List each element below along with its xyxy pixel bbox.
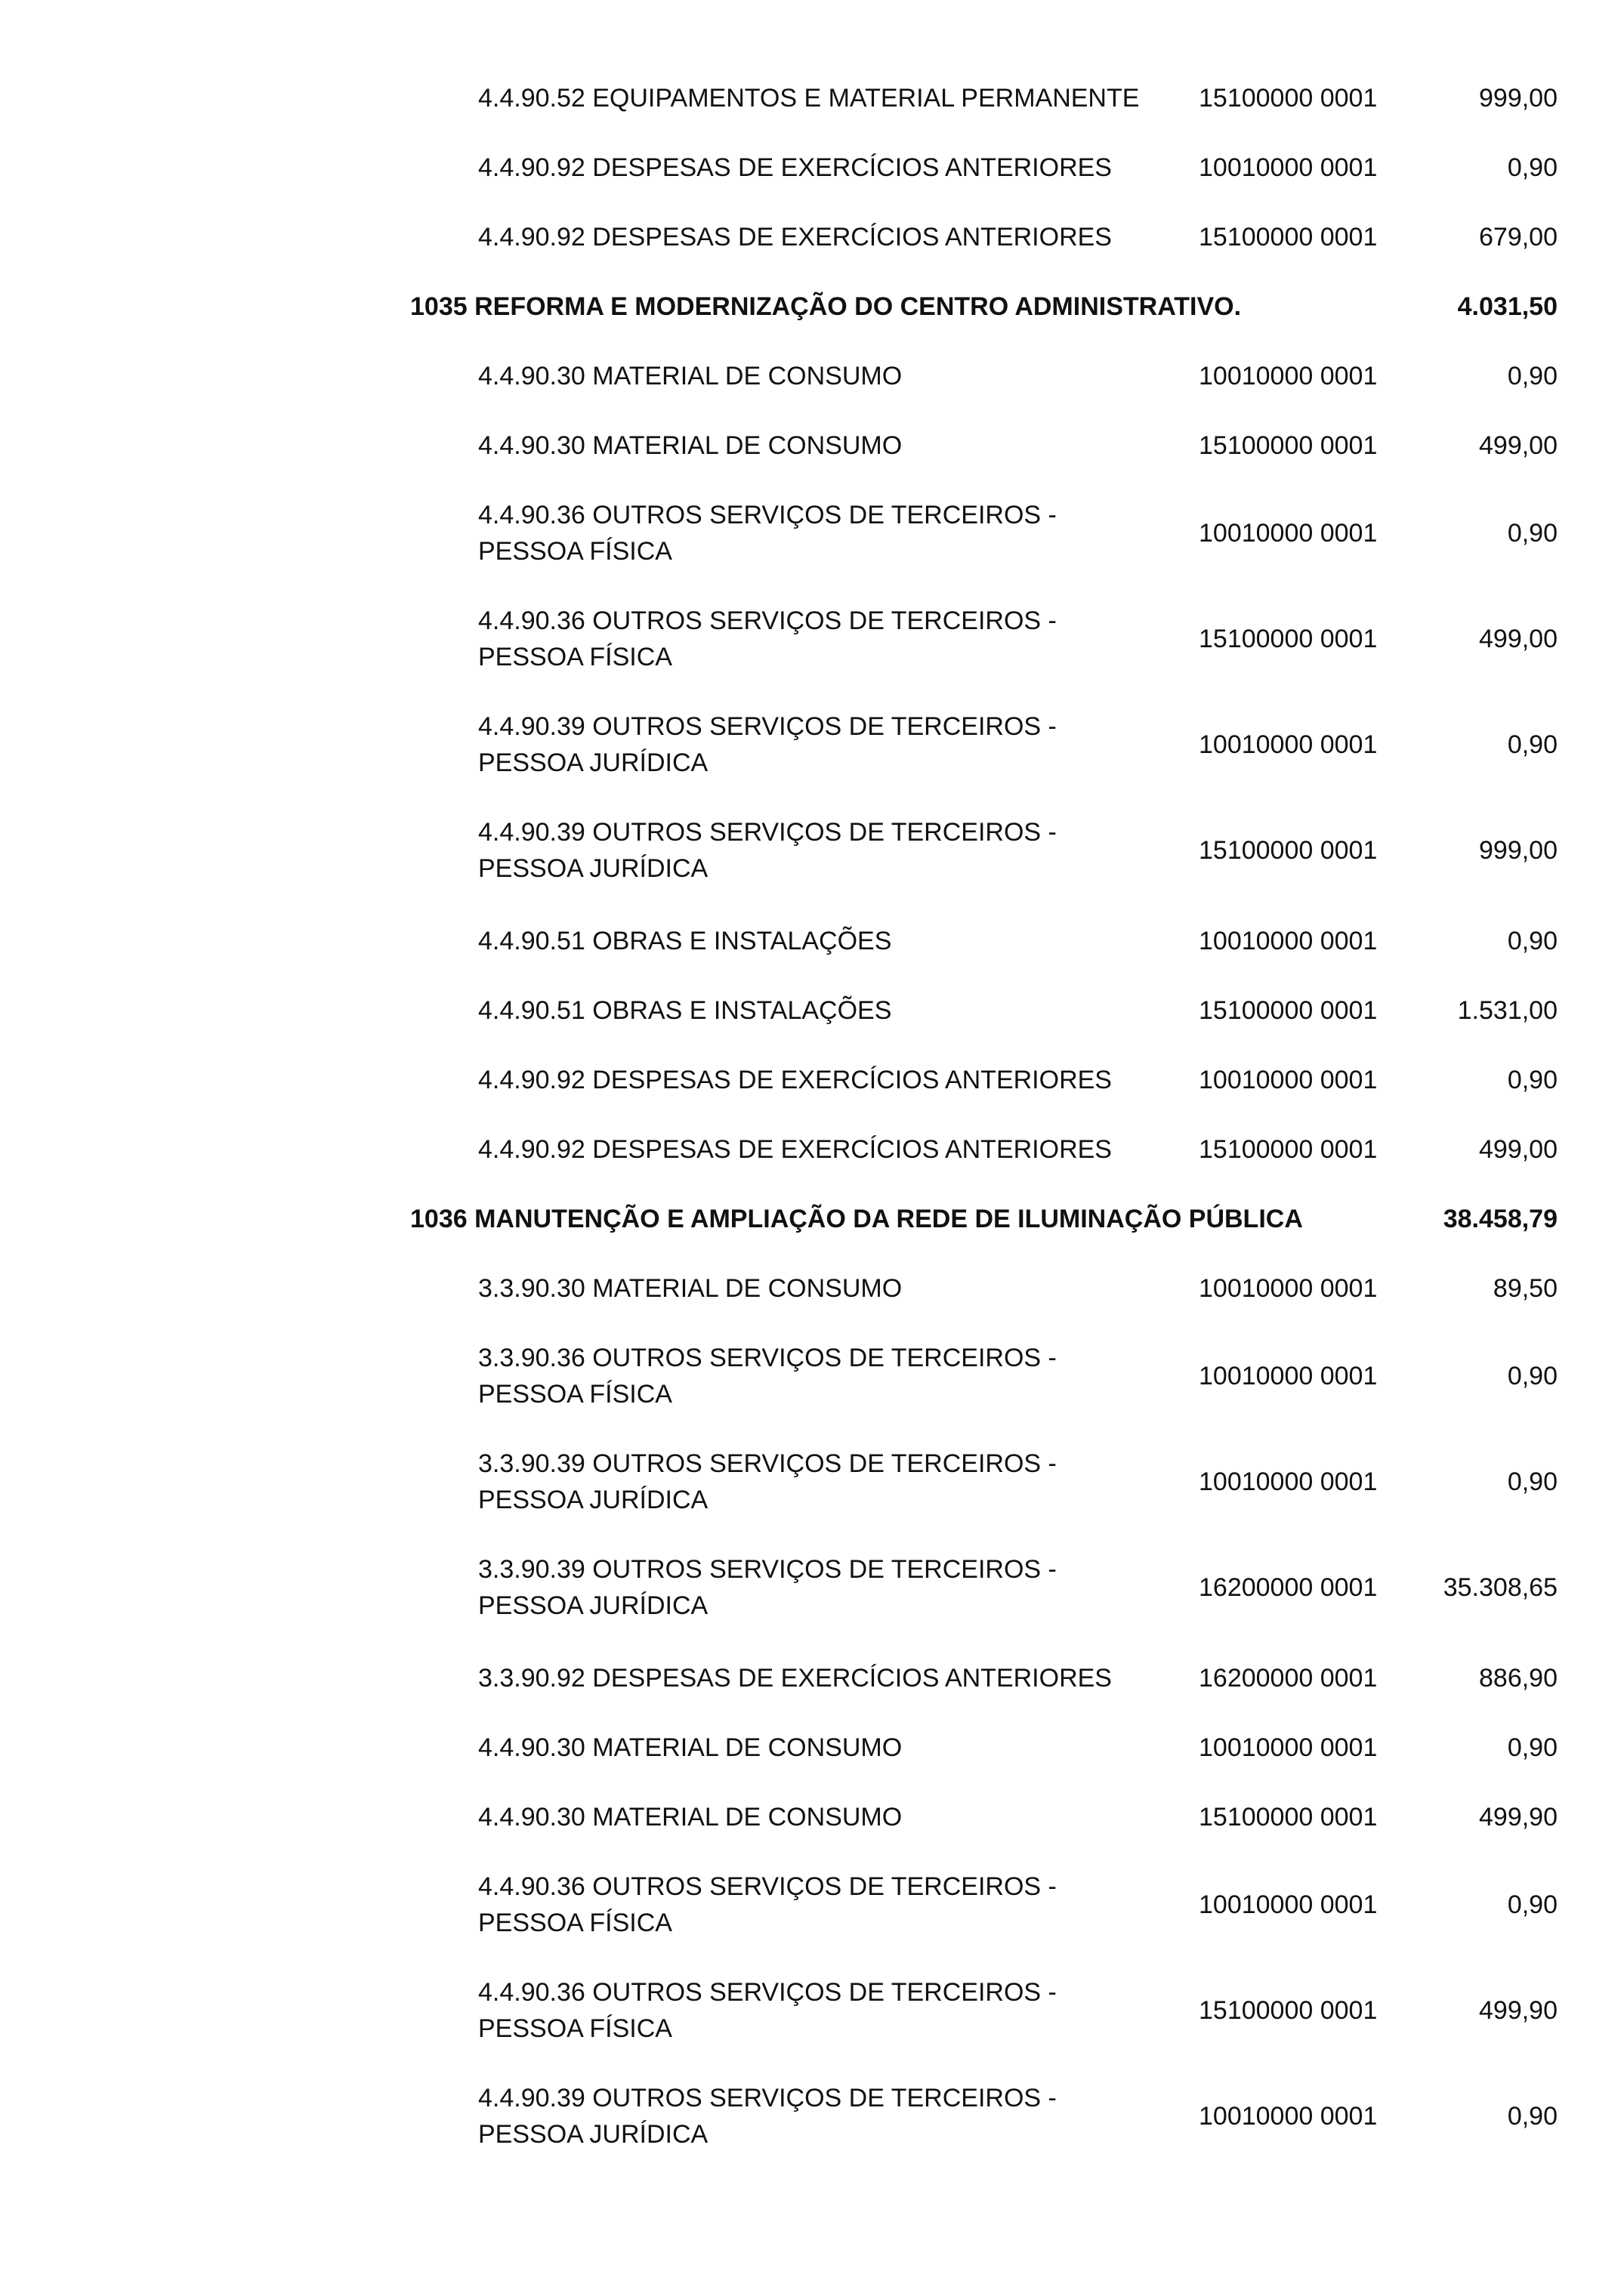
action-heading-row: [0, 289, 1624, 325]
row-description: 4.4.90.39 OUTROS SERVIÇOS DE TERCEIROS - PESSOA JURÍDICA: [478, 2084, 1057, 2149]
row-description: 3.3.90.39 OUTROS SERVIÇOS DE TERCEIROS - PESSOA JURÍDICA: [478, 1555, 1057, 1620]
row-valor: 999,00: [1479, 84, 1558, 113]
row-fonte: 10010000 0001: [1199, 1362, 1378, 1390]
row-fonte: 15100000 0001: [1199, 1803, 1378, 1832]
row-fonte: 10010000 0001: [1199, 1467, 1378, 1496]
row-valor: 499,00: [1479, 1135, 1558, 1164]
row-fonte: 15100000 0001: [1199, 996, 1378, 1025]
row-description: 4.4.90.30 MATERIAL DE CONSUMO: [478, 1803, 903, 1832]
row-fonte: 10010000 0001: [1199, 927, 1378, 955]
row-fonte: 15100000 0001: [1199, 223, 1378, 252]
row-valor: 886,90: [1479, 1664, 1558, 1693]
row-valor: 35.308,65: [1443, 1573, 1558, 1602]
row-description: 4.4.90.39 OUTROS SERVIÇOS DE TERCEIROS - PESSOA JURÍDICA: [478, 818, 1057, 883]
row-description: 4.4.90.36 OUTROS SERVIÇOS DE TERCEIROS - PESSOA FÍSICA: [478, 1978, 1057, 2043]
row-description: 4.4.90.92 DESPESAS DE EXERCÍCIOS ANTERIORES: [478, 153, 1112, 182]
row-description: 4.4.90.92 DESPESAS DE EXERCÍCIOS ANTERIORES: [478, 1066, 1112, 1094]
row-fonte: 10010000 0001: [1199, 519, 1378, 548]
row-valor: 679,00: [1479, 223, 1558, 252]
row-valor: 0,90: [1507, 730, 1558, 759]
row-valor: 999,00: [1479, 836, 1558, 865]
table-row: [0, 1131, 1624, 1168]
row-description: 3.3.90.39 OUTROS SERVIÇOS DE TERCEIROS - PESSOA JURÍDICA: [478, 1449, 1057, 1514]
row-description: 4.4.90.30 MATERIAL DE CONSUMO: [478, 362, 903, 390]
row-description: 4.4.90.30 MATERIAL DE CONSUMO: [478, 1733, 903, 1762]
row-description: 3.3.90.36 OUTROS SERVIÇOS DE TERCEIROS - PESSOA FÍSICA: [478, 1344, 1057, 1409]
action-total: 38.458,79: [1443, 1205, 1558, 1233]
row-fonte: 16200000 0001: [1199, 1664, 1378, 1693]
row-fonte: 10010000 0001: [1199, 1890, 1378, 1919]
row-valor: 1.531,00: [1457, 996, 1558, 1025]
table-row: [0, 427, 1624, 464]
row-valor: 0,90: [1507, 153, 1558, 182]
table-row: [0, 497, 1624, 569]
row-description: 4.4.90.36 OUTROS SERVIÇOS DE TERCEIROS - PESSOA FÍSICA: [478, 606, 1057, 671]
table-row: [0, 992, 1624, 1029]
row-valor: 499,00: [1479, 625, 1558, 653]
row-fonte: 10010000 0001: [1199, 730, 1378, 759]
row-valor: 499,90: [1479, 1803, 1558, 1832]
table-row: [0, 150, 1624, 186]
row-valor: 0,90: [1507, 2102, 1558, 2131]
table-row: [0, 1799, 1624, 1835]
row-fonte: 10010000 0001: [1199, 1066, 1378, 1094]
row-fonte: 15100000 0001: [1199, 1996, 1378, 2025]
row-description: 4.4.90.52 EQUIPAMENTOS E MATERIAL PERMANENTE: [478, 84, 1140, 113]
action-title: 1036 MANUTENÇÃO E AMPLIAÇÃO DA REDE DE ILUMINAÇÃO PÚBLICA: [410, 1205, 1303, 1233]
table-row: [0, 1974, 1624, 2047]
row-valor: 0,90: [1507, 1066, 1558, 1094]
row-description: 4.4.90.36 OUTROS SERVIÇOS DE TERCEIROS - PESSOA FÍSICA: [478, 501, 1057, 566]
row-valor: 0,90: [1507, 1362, 1558, 1390]
table-row: [0, 1270, 1624, 1307]
table-row: [0, 2080, 1624, 2152]
table-row: [0, 1869, 1624, 1941]
row-valor: 499,90: [1479, 1996, 1558, 2025]
row-valor: 89,50: [1493, 1274, 1558, 1303]
row-valor: 0,90: [1507, 1467, 1558, 1496]
row-description: 4.4.90.36 OUTROS SERVIÇOS DE TERCEIROS - PESSOA FÍSICA: [478, 1872, 1057, 1937]
row-description: 4.4.90.39 OUTROS SERVIÇOS DE TERCEIROS - PESSOA JURÍDICA: [478, 712, 1057, 777]
row-description: 4.4.90.92 DESPESAS DE EXERCÍCIOS ANTERIORES: [478, 223, 1112, 252]
row-valor: 0,90: [1507, 1890, 1558, 1919]
table-row: [0, 708, 1624, 781]
action-title: 1035 REFORMA E MODERNIZAÇÃO DO CENTRO ADMINISTRATIVO.: [410, 292, 1242, 321]
table-row: [0, 1340, 1624, 1412]
row-fonte: 15100000 0001: [1199, 431, 1378, 460]
table-row: [0, 358, 1624, 394]
action-total: 4.031,50: [1457, 292, 1558, 321]
table-row: [0, 1446, 1624, 1518]
row-fonte: 10010000 0001: [1199, 153, 1378, 182]
table-row: [0, 219, 1624, 255]
row-fonte: 15100000 0001: [1199, 836, 1378, 865]
row-description: 3.3.90.92 DESPESAS DE EXERCÍCIOS ANTERIORES: [478, 1664, 1112, 1693]
table-row: [0, 1660, 1624, 1696]
row-fonte: 10010000 0001: [1199, 2102, 1378, 2131]
table-row: [0, 80, 1624, 116]
table-row: [0, 814, 1624, 887]
table-row: [0, 603, 1624, 675]
row-valor: 499,00: [1479, 431, 1558, 460]
action-heading-row: [0, 1201, 1624, 1237]
row-description: 4.4.90.92 DESPESAS DE EXERCÍCIOS ANTERIORES: [478, 1135, 1112, 1164]
row-fonte: 15100000 0001: [1199, 84, 1378, 113]
row-valor: 0,90: [1507, 362, 1558, 390]
row-description: 3.3.90.30 MATERIAL DE CONSUMO: [478, 1274, 903, 1303]
row-fonte: 15100000 0001: [1199, 1135, 1378, 1164]
row-fonte: 10010000 0001: [1199, 1274, 1378, 1303]
row-fonte: 10010000 0001: [1199, 1733, 1378, 1762]
row-valor: 0,90: [1507, 519, 1558, 548]
row-fonte: 16200000 0001: [1199, 1573, 1378, 1602]
row-valor: 0,90: [1507, 1733, 1558, 1762]
table-row: [0, 1062, 1624, 1098]
table-row: [0, 923, 1624, 959]
row-description: 4.4.90.51 OBRAS E INSTALAÇÕES: [478, 996, 892, 1025]
table-row: [0, 1730, 1624, 1766]
table-row: [0, 1551, 1624, 1624]
row-description: 4.4.90.51 OBRAS E INSTALAÇÕES: [478, 927, 892, 955]
row-fonte: 15100000 0001: [1199, 625, 1378, 653]
row-description: 4.4.90.30 MATERIAL DE CONSUMO: [478, 431, 903, 460]
row-valor: 0,90: [1507, 927, 1558, 955]
row-fonte: 10010000 0001: [1199, 362, 1378, 390]
